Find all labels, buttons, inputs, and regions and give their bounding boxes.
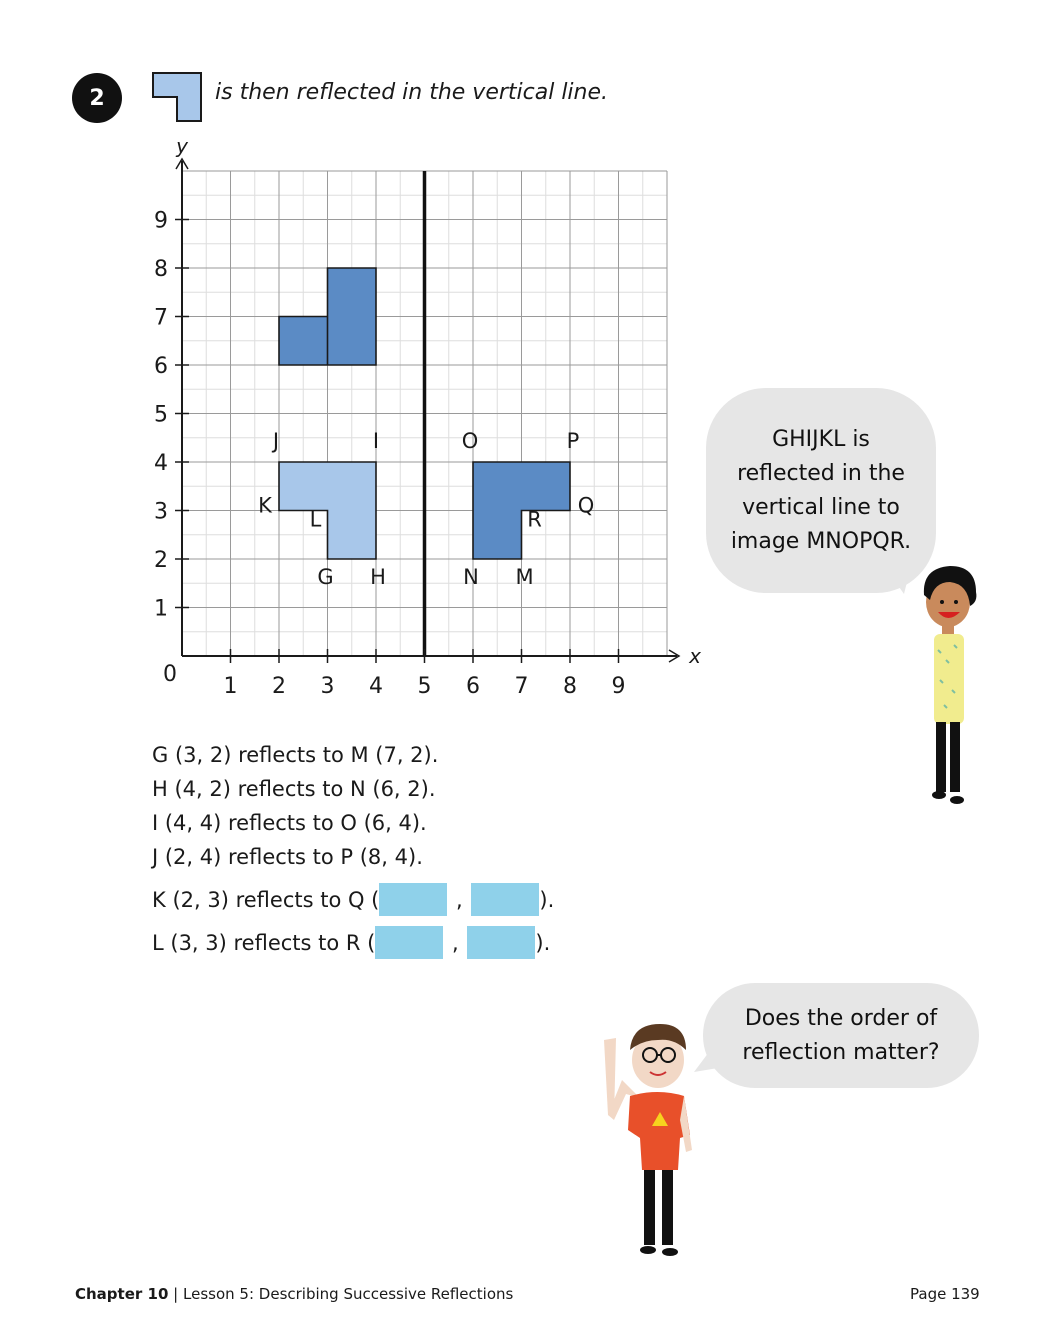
answer-row-k-suffix: ). bbox=[539, 887, 555, 912]
polygon-shape-3 bbox=[473, 462, 570, 559]
boy-character-illustration bbox=[600, 1020, 710, 1260]
question-text: is then reflected in the vertical line. bbox=[215, 80, 609, 105]
answer-box-r-y[interactable] bbox=[467, 926, 535, 959]
x-tick-label: 9 bbox=[611, 674, 626, 699]
point-label-r: R bbox=[527, 507, 542, 532]
answer-row-k bbox=[152, 878, 554, 921]
answer-box-q-y[interactable] bbox=[471, 883, 539, 916]
x-axis-label: x bbox=[689, 644, 701, 668]
y-tick-label: 4 bbox=[154, 451, 168, 476]
origin-label: 0 bbox=[163, 662, 177, 687]
footer-separator: | bbox=[173, 1285, 179, 1303]
x-tick-label: 2 bbox=[272, 674, 286, 699]
x-tick-label: 6 bbox=[466, 674, 480, 699]
point-label-m: M bbox=[515, 565, 534, 589]
x-tick-label: 4 bbox=[369, 674, 383, 699]
x-tick-label: 8 bbox=[563, 674, 577, 699]
answer-row-k-comma: , bbox=[456, 887, 463, 912]
x-tick-label: 1 bbox=[223, 674, 238, 699]
reflection-statements bbox=[152, 738, 554, 964]
answer-row-l-prefix: L (3, 3) reflects to R ( bbox=[152, 930, 376, 955]
point-label-q: Q bbox=[577, 493, 595, 518]
y-tick-label: 6 bbox=[154, 354, 168, 379]
statement-j: J (2, 4) reflects to P (8, 4). bbox=[152, 845, 423, 869]
axes-layer bbox=[175, 159, 679, 663]
point-label-n: N bbox=[463, 565, 479, 589]
question-number-badge: 2 bbox=[72, 73, 122, 123]
statement-i: I (4, 4) reflects to O (6, 4). bbox=[152, 811, 427, 835]
point-label-j: J bbox=[272, 429, 280, 453]
statement-g: G (3, 2) reflects to M (7, 2). bbox=[152, 743, 439, 767]
polygon-shape-1 bbox=[279, 268, 376, 365]
statement-h: H (4, 2) reflects to N (6, 2). bbox=[152, 777, 436, 801]
x-tick-label: 7 bbox=[514, 674, 529, 699]
polygon-shape-2 bbox=[279, 462, 376, 559]
point-label-g: G bbox=[317, 565, 334, 589]
y-tick-label: 2 bbox=[154, 548, 168, 573]
answer-row-l-suffix: ). bbox=[535, 930, 551, 955]
page-footer bbox=[75, 1285, 513, 1303]
point-label-l: L bbox=[309, 507, 322, 532]
point-label-h: H bbox=[370, 565, 386, 589]
speech-bubble-bottom bbox=[703, 983, 979, 1088]
point-label-i: I bbox=[372, 429, 380, 453]
speech-bubble-bottom-text: Does the order of reflection matter? bbox=[742, 1005, 940, 1065]
answer-box-q-x[interactable] bbox=[379, 883, 447, 916]
footer-lesson: Lesson 5: Describing Successive Reflections bbox=[183, 1285, 514, 1303]
answer-row-l-comma: , bbox=[452, 930, 459, 955]
point-label-o: O bbox=[461, 429, 479, 453]
answer-row-k-prefix: K (2, 3) reflects to Q ( bbox=[152, 887, 380, 912]
y-tick-label: 3 bbox=[154, 499, 168, 525]
point-label-k: K bbox=[258, 493, 272, 518]
speech-bubble-top-text: GHIJKL is reflected in the vertical line to image MNOPQR. bbox=[730, 426, 912, 554]
y-tick-label: 5 bbox=[154, 402, 168, 428]
x-tick-label: 5 bbox=[417, 674, 432, 699]
y-tick-label: 1 bbox=[154, 596, 168, 622]
page-number: Page 139 bbox=[910, 1285, 980, 1303]
y-tick-label: 7 bbox=[154, 305, 168, 331]
y-tick-label: 9 bbox=[154, 208, 168, 234]
footer-chapter: Chapter 10 bbox=[75, 1285, 169, 1303]
labels-layer bbox=[154, 134, 701, 699]
y-tick-label: 8 bbox=[154, 257, 168, 282]
y-axis-label: y bbox=[176, 134, 188, 158]
answer-row-l bbox=[152, 921, 554, 964]
point-label-p: P bbox=[566, 429, 580, 453]
x-tick-label: 3 bbox=[320, 674, 335, 699]
girl-character-illustration bbox=[910, 560, 990, 810]
answer-box-r-x[interactable] bbox=[375, 926, 443, 959]
